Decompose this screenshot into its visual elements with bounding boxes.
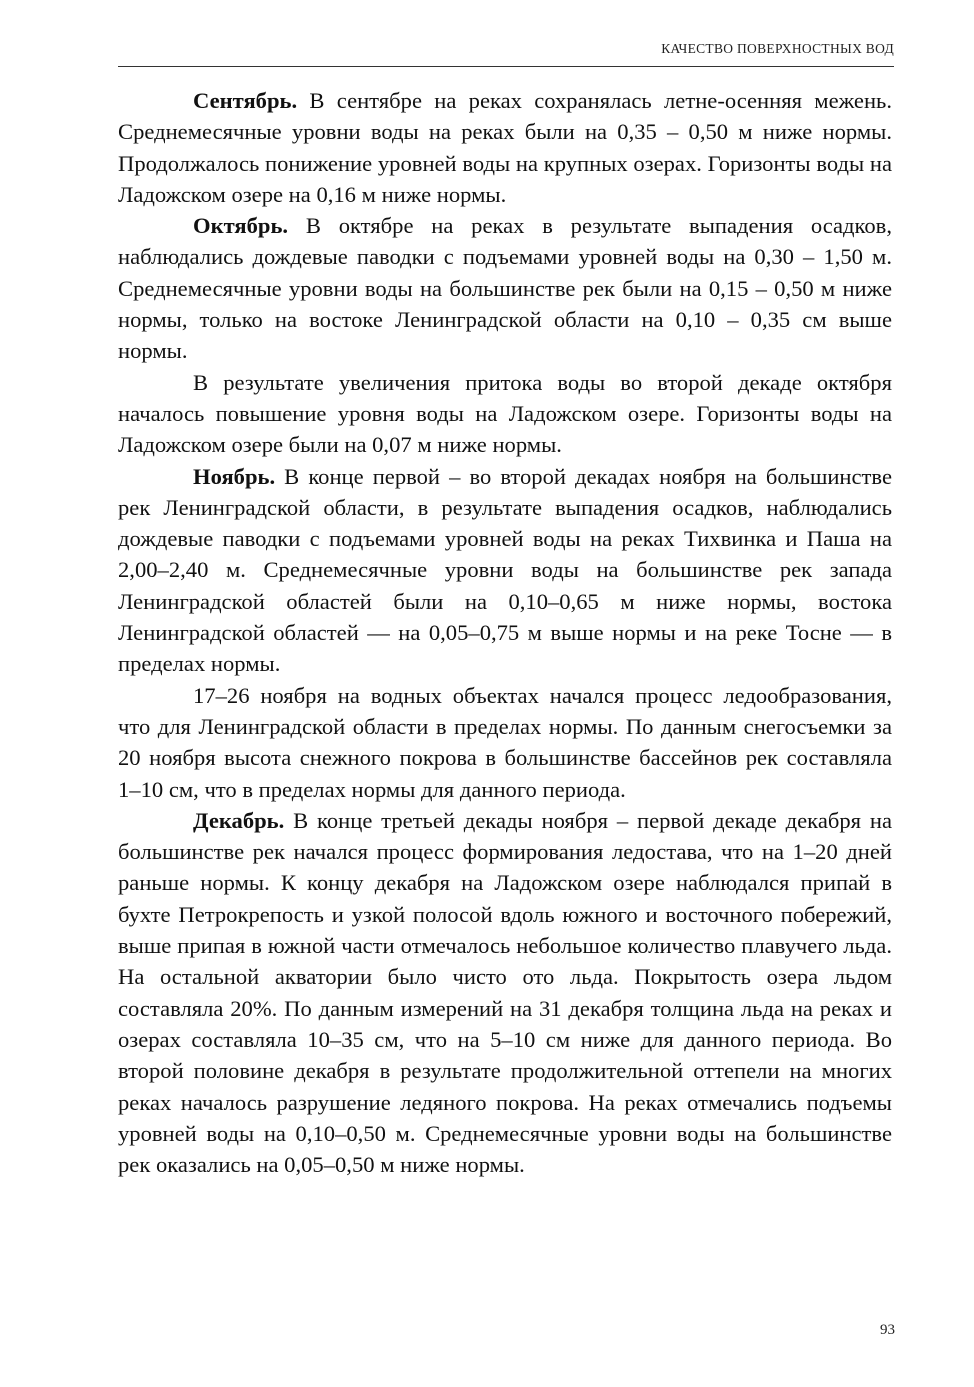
paragraph-november xyxy=(118,461,892,680)
running-header: КАЧЕСТВО ПОВЕРХНОСТНЫХ ВОД xyxy=(661,41,894,56)
paragraph-text: В результате увеличения притока воды во второй декаде октября началось повышение уровня воды на Ладожском озере. Горизонты воды на Ладожском озере были на 0,07 м ниже нормы. xyxy=(118,369,892,458)
page-number: 93 xyxy=(880,1322,895,1338)
paragraph-text: В октябре на реках в результате выпадения осадков, наблюдались дождевые паводки с подъемами уровней воды на 0,30 – 1,50 м. Среднемесячные уровни воды на большинстве рек были на 0,15 – 0,50 м ниже нормы, только на востоке Ленинградской области на 0,10 – 0,35 см выше нормы. xyxy=(118,213,892,364)
paragraph-october xyxy=(118,210,892,366)
month-heading-september: Сентябрь. xyxy=(193,88,298,113)
paragraph-november-ice xyxy=(118,680,892,805)
month-heading-december: Декабрь. xyxy=(193,807,285,833)
month-heading-november: Ноябрь. xyxy=(193,463,276,489)
paragraph-text: В сентябре на реках сохранялась летне-осенняя межень. Среднемесячные уровни воды на реках были на 0,35 – 0,50 м ниже нормы. Продолжалось понижение уровней воды на крупных озерах. Горизонты воды на Ладожском озере на 0,16 м ниже нормы. xyxy=(118,88,892,207)
paragraph-september xyxy=(118,85,892,210)
paragraph-text: 17–26 ноября на водных объектах начался процесс ледообразования, что для Ленинградской области в пределах нормы. По данным снегосъемки за 20 ноября высота снежного покрова в большинстве бассейнов рек составляла 1–10 см, что в пределах нормы для данного периода. xyxy=(118,682,892,802)
paragraph-october-ladoga xyxy=(118,367,892,461)
paragraph-december xyxy=(118,805,892,1181)
document-body xyxy=(118,85,892,1180)
paragraph-text: В конце первой – во второй декадах ноября на большинстве рек Ленинградской области, в результате выпадения осадков, наблюдались дождевые паводки с подъемами уровней воды на реках Тихвинка и Паша на 2,00–2,40 м. Среднемесячные уровни воды на большинстве рек запада Ленинградской областей были на 0,10–0,65 м ниже нормы, востока Ленинградской областей — на 0,05–0,75 м выше нормы и на реке Тосне — в пределах нормы. xyxy=(118,463,892,677)
month-heading-october: Октябрь. xyxy=(193,213,289,239)
paragraph-text: В конце третьей декады ноября – первой декаде декабря на большинстве рек начался процесс формирования ледостава, что на 1–20 дней раньше нормы. К концу декабря на Ладожском озере наблюдался припай в бухте Петрокрепость и узкой полосой вдоль южного и восточного побережий, выше припая в южной части отмечалось небольшое количество плавучего льда. На остальной акватории было чисто ото льда. Покрытость озера льдом составляла 20%. По данным измерений на 31 декабря толщина льда на реках и озерах составляла 10–35 см, что на 5–10 см ниже для данного периода. Во второй половине декабря в результате продолжительной оттепели на многих реках началось разрушение ледяного покрова. На реках отмечались подъемы уровней воды на 0,10–0,50 м. Среднемесячные уровни воды на большинстве рек оказались на 0,05–0,50 м ниже нормы. xyxy=(118,807,892,1178)
header-divider xyxy=(118,66,894,67)
